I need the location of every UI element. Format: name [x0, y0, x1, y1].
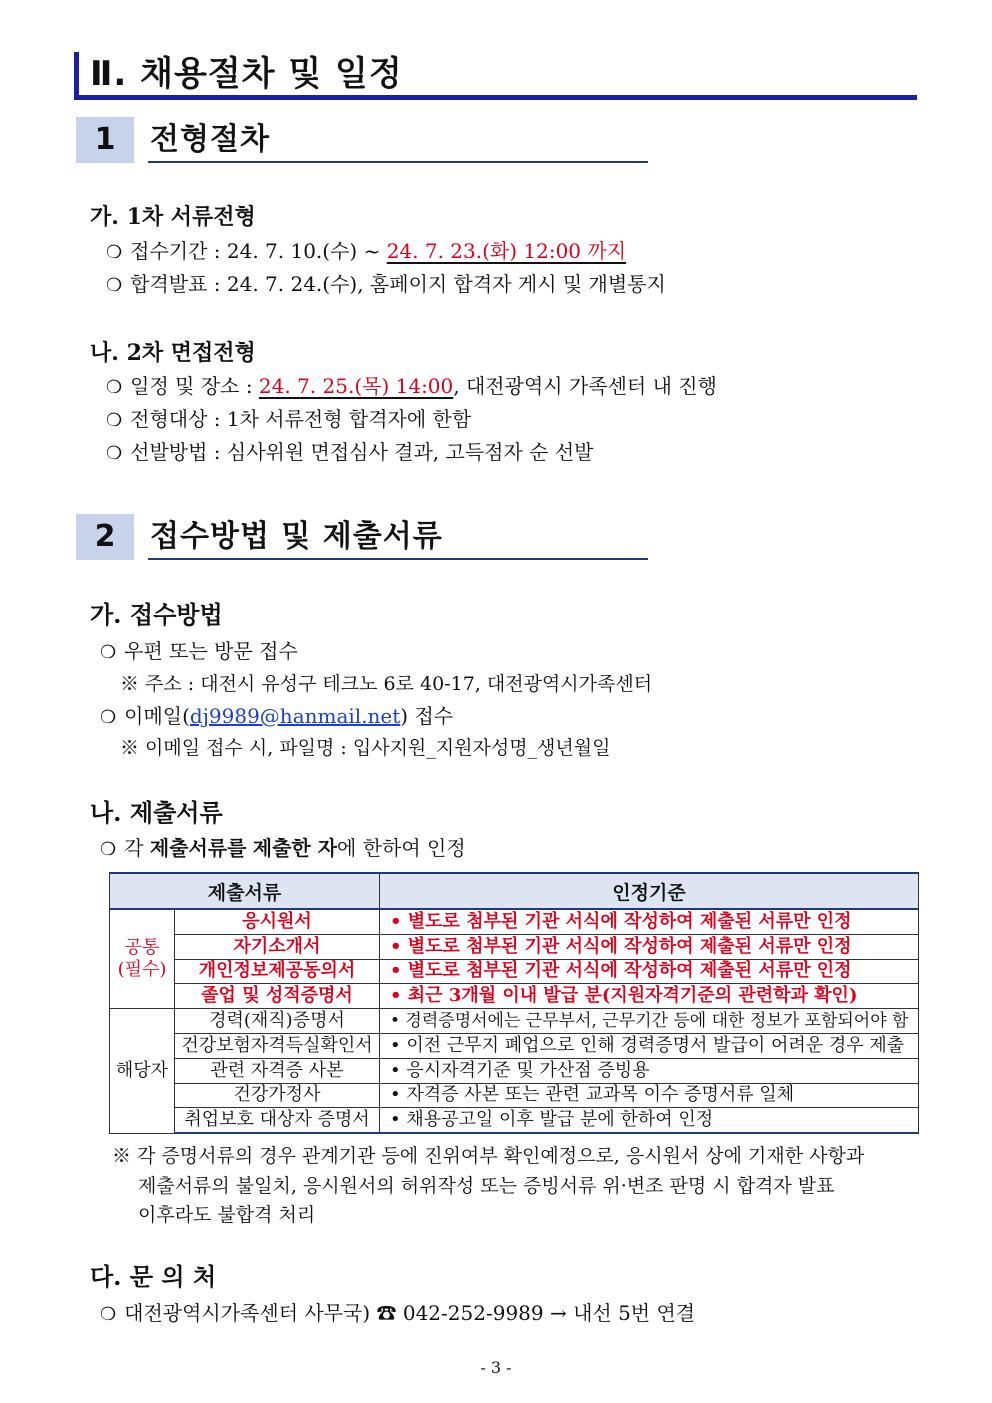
bullet-icon: ❍ — [106, 410, 123, 431]
section-title-2: 접수방법 및 제출서류 — [150, 519, 443, 554]
heading-contact: 다. 문 의 처 — [90, 1262, 217, 1291]
bullet-icon: ❍ — [100, 707, 117, 728]
bullet-icon: ❍ — [106, 443, 123, 464]
table-row — [110, 1033, 919, 1058]
list-item-interview-target: ❍ 전형대상 : 1차 서류전형 합격자에 한함 — [106, 407, 472, 431]
page-number: - 3 - — [480, 1358, 512, 1377]
bullet-icon: ❍ — [106, 377, 123, 398]
list-item-selection-method: ❍ 선발방법 : 심사위원 면접심사 결과, 고득점자 순 선발 — [106, 440, 594, 464]
list-item-application-period: ❍ 접수기간 : 24. 7. 10.(수) ~ 24. 7. 23.(화) 12:00 까지 — [106, 239, 627, 263]
bullet-icon: ❍ — [100, 839, 117, 860]
documents-table — [109, 872, 919, 1134]
document-name: 자기소개서 — [175, 934, 380, 959]
list-item-mail-visit: ❍ 우편 또는 방문 접수 — [100, 639, 298, 663]
document-criteria: • 자격증 사본 또는 관련 교과목 이수 증명서류 일체 — [380, 1083, 919, 1108]
section-number-1: 1 — [76, 117, 134, 163]
email-filename-note: ※ 이메일 접수 시, 파일명 : 입사지원_지원자성명_생년월일 — [120, 737, 611, 759]
chapter-title-bar — [74, 52, 79, 98]
heading-submission-method: 가. 접수방법 — [90, 600, 223, 629]
list-item-interview-schedule: ❍ 일정 및 장소 : 24. 7. 25.(목) 14:00, 대전광역시 가족센터 내 진행 — [106, 374, 717, 398]
table-row — [110, 934, 919, 959]
list-item-email: ❍ 이메일(dj9989@hanmail.net) 접수 — [100, 704, 454, 728]
address-note: ※ 주소 : 대전시 유성구 테크노 6로 40-17, 대전광역시가족센터 — [120, 673, 653, 695]
email-link[interactable]: dj9989@hanmail.net — [189, 704, 401, 728]
chapter-title: Ⅱ. 채용절차 및 일정 — [90, 54, 403, 94]
document-name: 개인정보제공동의서 — [175, 959, 380, 984]
deadline-highlight: 24. 7. 23.(화) 12:00 까지 — [386, 239, 627, 263]
section-divider-1 — [148, 161, 648, 163]
heading-document-screening: 가. 1차 서류전형 — [90, 204, 256, 230]
bullet-icon: ❍ — [100, 642, 117, 663]
document-criteria: • 경력증명서에는 근무부서, 근무기간 등에 대한 정보가 포함되어야 함 — [380, 1009, 919, 1034]
table-row — [110, 959, 919, 984]
document-name: 건강보험자격득실확인서 — [175, 1033, 380, 1058]
table-row — [110, 1083, 919, 1108]
document-criteria: • 별도로 첨부된 기관 서식에 작성하여 제출된 서류만 인정 — [380, 934, 919, 959]
document-name: 경력(재직)증명서 — [175, 1009, 380, 1034]
bullet-icon: ❍ — [106, 275, 123, 296]
column-header-criteria: 인정기준 — [380, 873, 919, 909]
interview-date-highlight: 24. 7. 25.(목) 14:00 — [258, 374, 454, 398]
section-divider-2 — [148, 558, 648, 560]
document-name: 응시원서 — [175, 909, 380, 934]
verification-footnote-line3: 이후라도 불합격 처리 — [138, 1204, 316, 1226]
heading-interview: 나. 2차 면접전형 — [90, 340, 256, 366]
category-applicable: 해당자 — [110, 1009, 175, 1133]
document-criteria: • 별도로 첨부된 기관 서식에 작성하여 제출된 서류만 인정 — [380, 959, 919, 984]
table-row — [110, 1058, 919, 1083]
bullet-icon: ❍ — [106, 242, 123, 263]
verification-footnote-line1: ※ 각 증명서류의 경우 관계기관 등에 진위여부 확인예정으로, 응시원서 상에 기재한 사항과 — [112, 1145, 865, 1167]
column-header-documents: 제출서류 — [110, 873, 380, 909]
table-row — [110, 984, 919, 1009]
table-row — [110, 1108, 919, 1133]
table-header-row — [110, 873, 919, 909]
document-criteria: • 이전 근무지 폐업으로 인해 경력증명서 발급이 어려운 경우 제출 — [380, 1033, 919, 1058]
bullet-icon: ❍ — [100, 1304, 117, 1325]
category-common: 공통 (필수) — [110, 909, 175, 1009]
document-criteria: • 최근 3개월 이내 발급 분(지원자격기준의 관련학과 확인) — [380, 984, 919, 1009]
document-criteria: • 채용공고일 이후 발급 분에 한하여 인정 — [380, 1108, 919, 1133]
document-criteria: • 별도로 첨부된 기관 서식에 작성하여 제출된 서류만 인정 — [380, 909, 919, 934]
chapter-divider — [74, 95, 917, 100]
document-name: 취업보호 대상자 증명서 — [175, 1108, 380, 1133]
document-name: 관련 자격증 사본 — [175, 1058, 380, 1083]
list-item-documents-condition: ❍ 각 제출서류를 제출한 자에 한하여 인정 — [100, 836, 466, 860]
table-row — [110, 909, 919, 934]
document-criteria: • 응시자격기준 및 가산점 증빙용 — [380, 1058, 919, 1083]
verification-footnote-line2: 제출서류의 불일치, 응시원서의 허위작성 또는 증빙서류 위·변조 판명 시 합격자 발표 — [138, 1175, 835, 1197]
document-name: 건강가정사 — [175, 1083, 380, 1108]
document-name: 졸업 및 성적증명서 — [175, 984, 380, 1009]
list-item-result-announcement: ❍ 합격발표 : 24. 7. 24.(수), 홈페이지 합격자 게시 및 개별통지 — [106, 272, 666, 296]
list-item-contact: ❍ 대전광역시가족센터 사무국) ☎ 042-252-9989 → 내선 5번 연결 — [100, 1301, 696, 1325]
heading-required-documents: 나. 제출서류 — [90, 798, 223, 827]
section-title-1: 전형절차 — [150, 122, 270, 157]
table-row — [110, 1009, 919, 1034]
section-number-2: 2 — [76, 514, 134, 560]
